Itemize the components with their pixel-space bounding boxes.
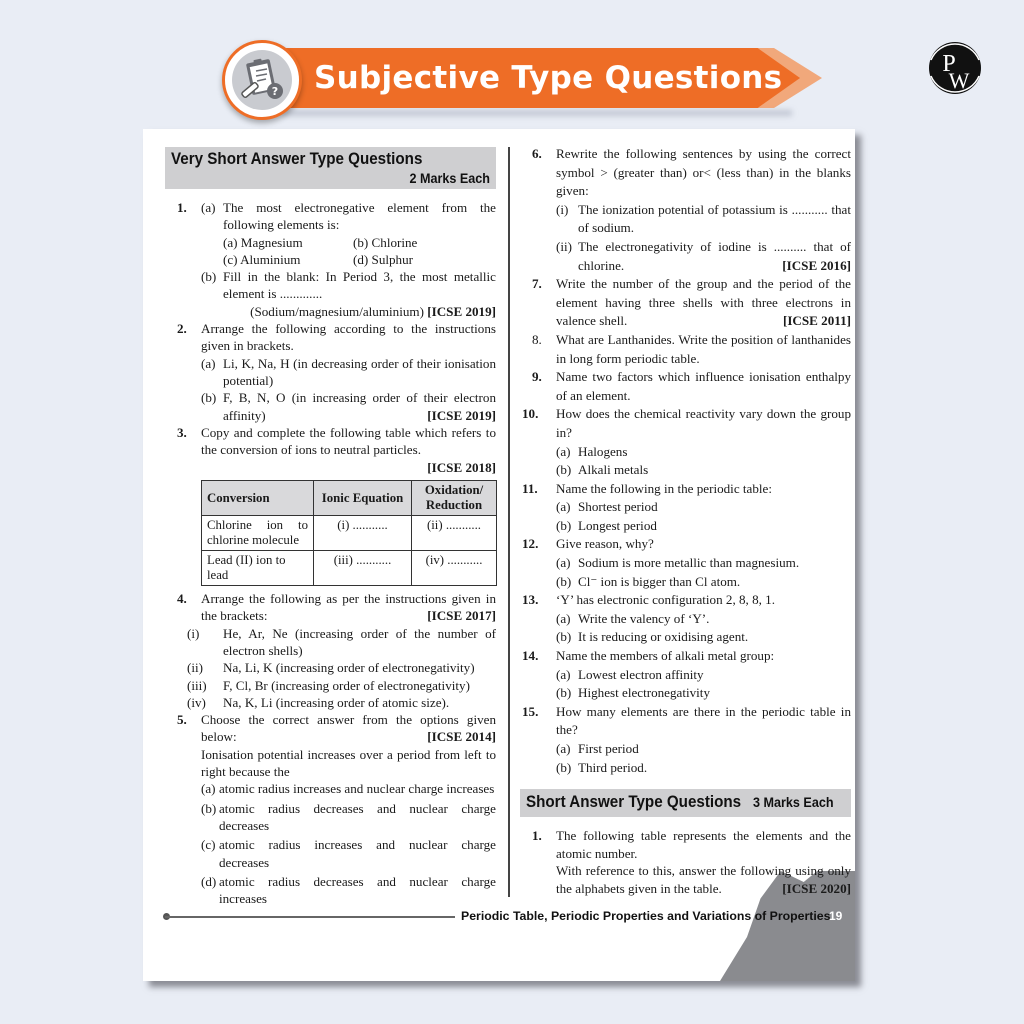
- svg-text:P: P: [942, 51, 956, 77]
- conversion-table: Conversion Ionic Equation Oxidation/ Reduction Chlorine ion to chlorine molecule (i) ........... (ii) ........... Lead (II) ion to lead (iii) ........... (iv) ...........: [201, 480, 497, 586]
- section-title: Very Short Answer Type Questions: [171, 150, 423, 168]
- question-15: 15. How many elements are there in the periodic table in the? (a) First period (b) Third period.: [522, 703, 851, 775]
- exam-tag: [ICSE 2020]: [782, 880, 851, 896]
- question-6: 6. Rewrite the following sentences by using the correct symbol > (greater than) or< (less than) in the blanks given: (i) The ionization potential of potassium is ........... that of sodium. (ii) The electronegativity of iodine is .......... that of chlorine. [ICSE 2016]: [520, 145, 851, 275]
- question-7: 7. Write the number of the group and the period of the element having three shells with three electrons in valence shell. [ICSE 2011]: [520, 275, 851, 331]
- table-row: Chlorine ion to chlorine molecule (i) ........... (ii) ...........: [202, 516, 497, 551]
- question-number: 1.: [177, 200, 187, 215]
- options-grid: (a) Magnesium (b) Chlorine (c) Aluminium (d) Sulphur: [223, 234, 418, 267]
- section-marks: 2 Marks Each: [409, 170, 490, 186]
- question-4: 4. Arrange the following as per the instructions given in the brackets: [ICSE 2017] (i) He, Ar, Ne (increasing order of the number of electron shells) (ii) Na, Li, K (increasing order of electronegativity) (iii) F, Cl, Br (increasing order of electronegativity) (iv) Na, K, Li (increasing order of atomic size).: [177, 591, 496, 710]
- question-10: 10. How does the chemical reactivity vary down the group in? (a) Halogens (b) Alkali metals: [522, 406, 851, 478]
- question-8: 8. What are Lanthanides. Write the position of lanthanides in long form periodic table.: [532, 331, 851, 366]
- exam-tag: [ICSE 2018]: [427, 459, 496, 475]
- question-2: 2. Arrange the following according to the instructions given in brackets. (a) Li, K, Na, H (in decreasing order of their ionisation potential) (b) F, B, N, O (in increasing order of their electron affinity) [ICSE 2019]: [177, 321, 496, 423]
- question-1: 1. (a) The most electronegative element from the following elements is: (a) Magnesium (b) Chlorine (c) Aluminium (d) Sulphur (b) Fill in the blank: In Period 3, the most metallic element is ............. (Sodium/magnesium/aluminium) [ICSE 2019]: [177, 200, 496, 319]
- question-11: 11. Name the following in the periodic table: (a) Shortest period (b) Longest period: [522, 480, 772, 533]
- exam-tag: [ICSE 2019]: [427, 407, 496, 423]
- page-number: 19: [829, 909, 843, 923]
- short-answer-header: [520, 789, 851, 817]
- section-banner: [222, 40, 812, 122]
- exam-tag: [ICSE 2014]: [427, 729, 496, 745]
- banner-title: Subjective Type Questions: [314, 60, 783, 96]
- question-12: 12. Give reason, why? (a) Sodium is more metallic than magnesium. (b) Cl⁻ ion is bigger than Cl atom.: [522, 536, 800, 589]
- exam-tag: [ICSE 2016]: [782, 257, 851, 273]
- banner-shadow: [282, 110, 792, 116]
- svg-text:?: ?: [271, 85, 279, 98]
- question-14: 14. Name the members of alkali metal group: (a) Lowest electron affinity (b) Highest electronegativity: [522, 648, 775, 701]
- section-marks: 3 Marks Each: [753, 794, 834, 811]
- pw-logo: [925, 38, 985, 98]
- chapter-title: Periodic Table, Periodic Properties and Variations of Properties: [461, 909, 831, 923]
- table-row: Lead (II) ion to lead (iii) ........... (iv) ...........: [202, 551, 497, 586]
- exam-tag: [ICSE 2011]: [782, 313, 851, 329]
- left-column: [165, 129, 496, 907]
- short-question-1: 1. The following table represents the elements and the atomic number. With reference to this, answer the following using only the alphabets given in the table. [ICSE 2020]: [532, 828, 851, 896]
- book-page: [143, 129, 855, 981]
- svg-text:W: W: [948, 68, 970, 93]
- section-title: Short Answer Type Questions: [526, 793, 742, 812]
- column-divider: [508, 147, 510, 897]
- right-column: [520, 145, 851, 897]
- exam-tag: [ICSE 2017]: [427, 608, 496, 624]
- question-13: 13. ‘Y’ has electronic configuration 2, 8, 8, 1. (a) Write the valency of ‘Y’. (b) It is reducing or oxidising agent.: [522, 592, 776, 645]
- very-short-answer-header: [165, 147, 496, 189]
- clipboard-question-icon: [222, 40, 302, 120]
- question-5: 5. Choose the correct answer from the options given below: [ICSE 2014] Ionisation potential increases over a period from left to right because the (a) atomic radius increases and nuclear charge increases (b) atomic radius decreases and nuclear charge decreases (c) atomic radius increases and nuclear charge decreases (d) atomic radius decreases and nuclear charge increases: [177, 712, 496, 907]
- question-3: 3. Copy and complete the following table which refers to the conversion of ions to neutral particles. [ICSE 2018]: [177, 425, 496, 475]
- footer-rule: [165, 916, 455, 918]
- exam-tag: [ICSE 2019]: [427, 303, 496, 319]
- question-9: 9. Name two factors which influence ionisation enthalpy of an element.: [532, 369, 851, 403]
